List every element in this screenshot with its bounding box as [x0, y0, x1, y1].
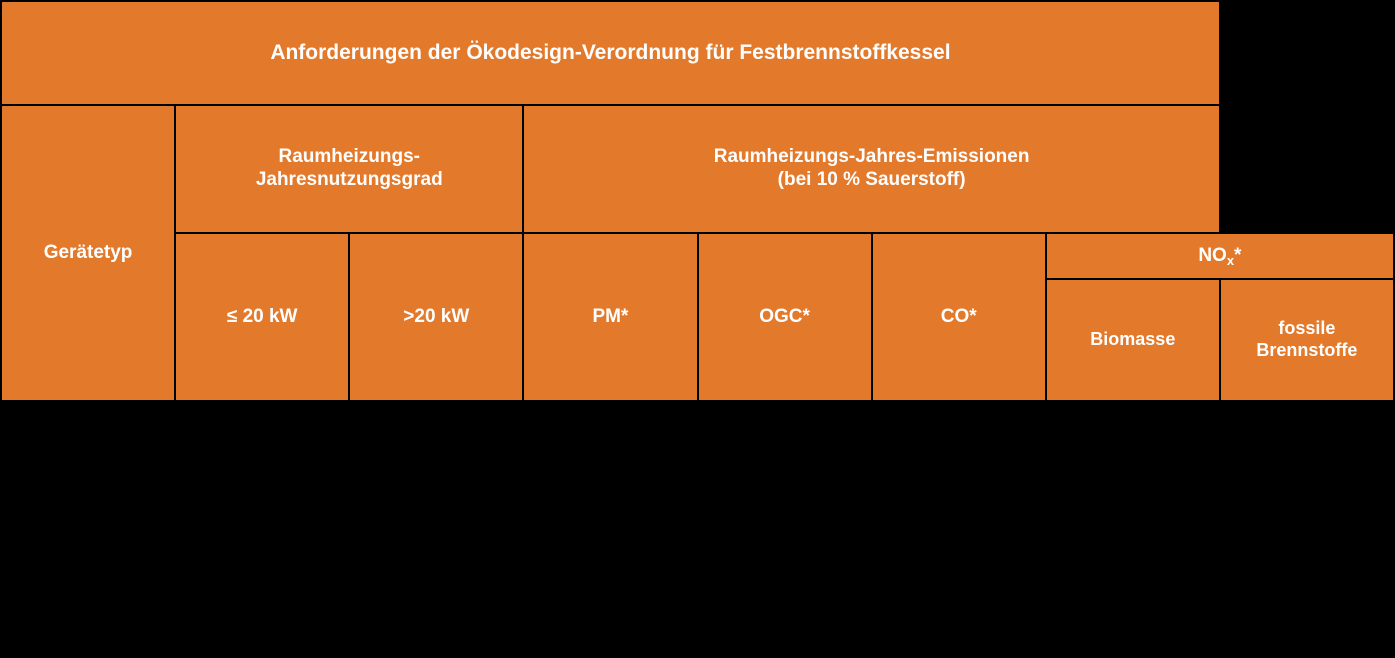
- group-header-efficiency-line1: Raumheizungs-: [278, 146, 420, 168]
- column-header-power-low: ≤ 20 kW: [175, 233, 349, 401]
- table-row-group-headers: [1, 105, 1394, 233]
- group-header-emissions-line2: (bei 10 % Sauerstoff): [777, 169, 966, 190]
- nox-fossil-line2: Brennstoffe: [1256, 340, 1358, 360]
- column-header-pm: PM*: [523, 233, 697, 401]
- column-header-nox: [1046, 233, 1394, 279]
- column-header-power-high: >20 kW: [349, 233, 523, 401]
- column-header-nox-biomass: Biomasse: [1046, 279, 1220, 401]
- group-header-efficiency-line2: Jahresnutzungsgrad: [255, 169, 443, 190]
- group-header-emissions-line1: Raumheizungs-Jahres-Emissionen: [713, 146, 1030, 168]
- table-row-sub-headers: [1, 233, 1394, 279]
- table-title: Anforderungen der Ökodesign-Verordnung für Festbrennstoffkessel: [1, 1, 1220, 105]
- column-header-ogc: OGC*: [698, 233, 872, 401]
- column-header-co: CO*: [872, 233, 1046, 401]
- group-header-efficiency: [175, 105, 523, 233]
- table-row-title: [1, 1, 1394, 105]
- nox-fossil-line1: fossile: [1278, 318, 1336, 339]
- nox-prefix: NO: [1198, 244, 1227, 266]
- group-header-emissions: [523, 105, 1220, 233]
- empty-body-area: [0, 402, 1395, 657]
- row-header-device-type: Gerätetyp: [1, 105, 175, 401]
- nox-subscript: x: [1226, 252, 1235, 268]
- nox-suffix: *: [1234, 244, 1242, 266]
- column-header-nox-fossil: [1220, 279, 1394, 401]
